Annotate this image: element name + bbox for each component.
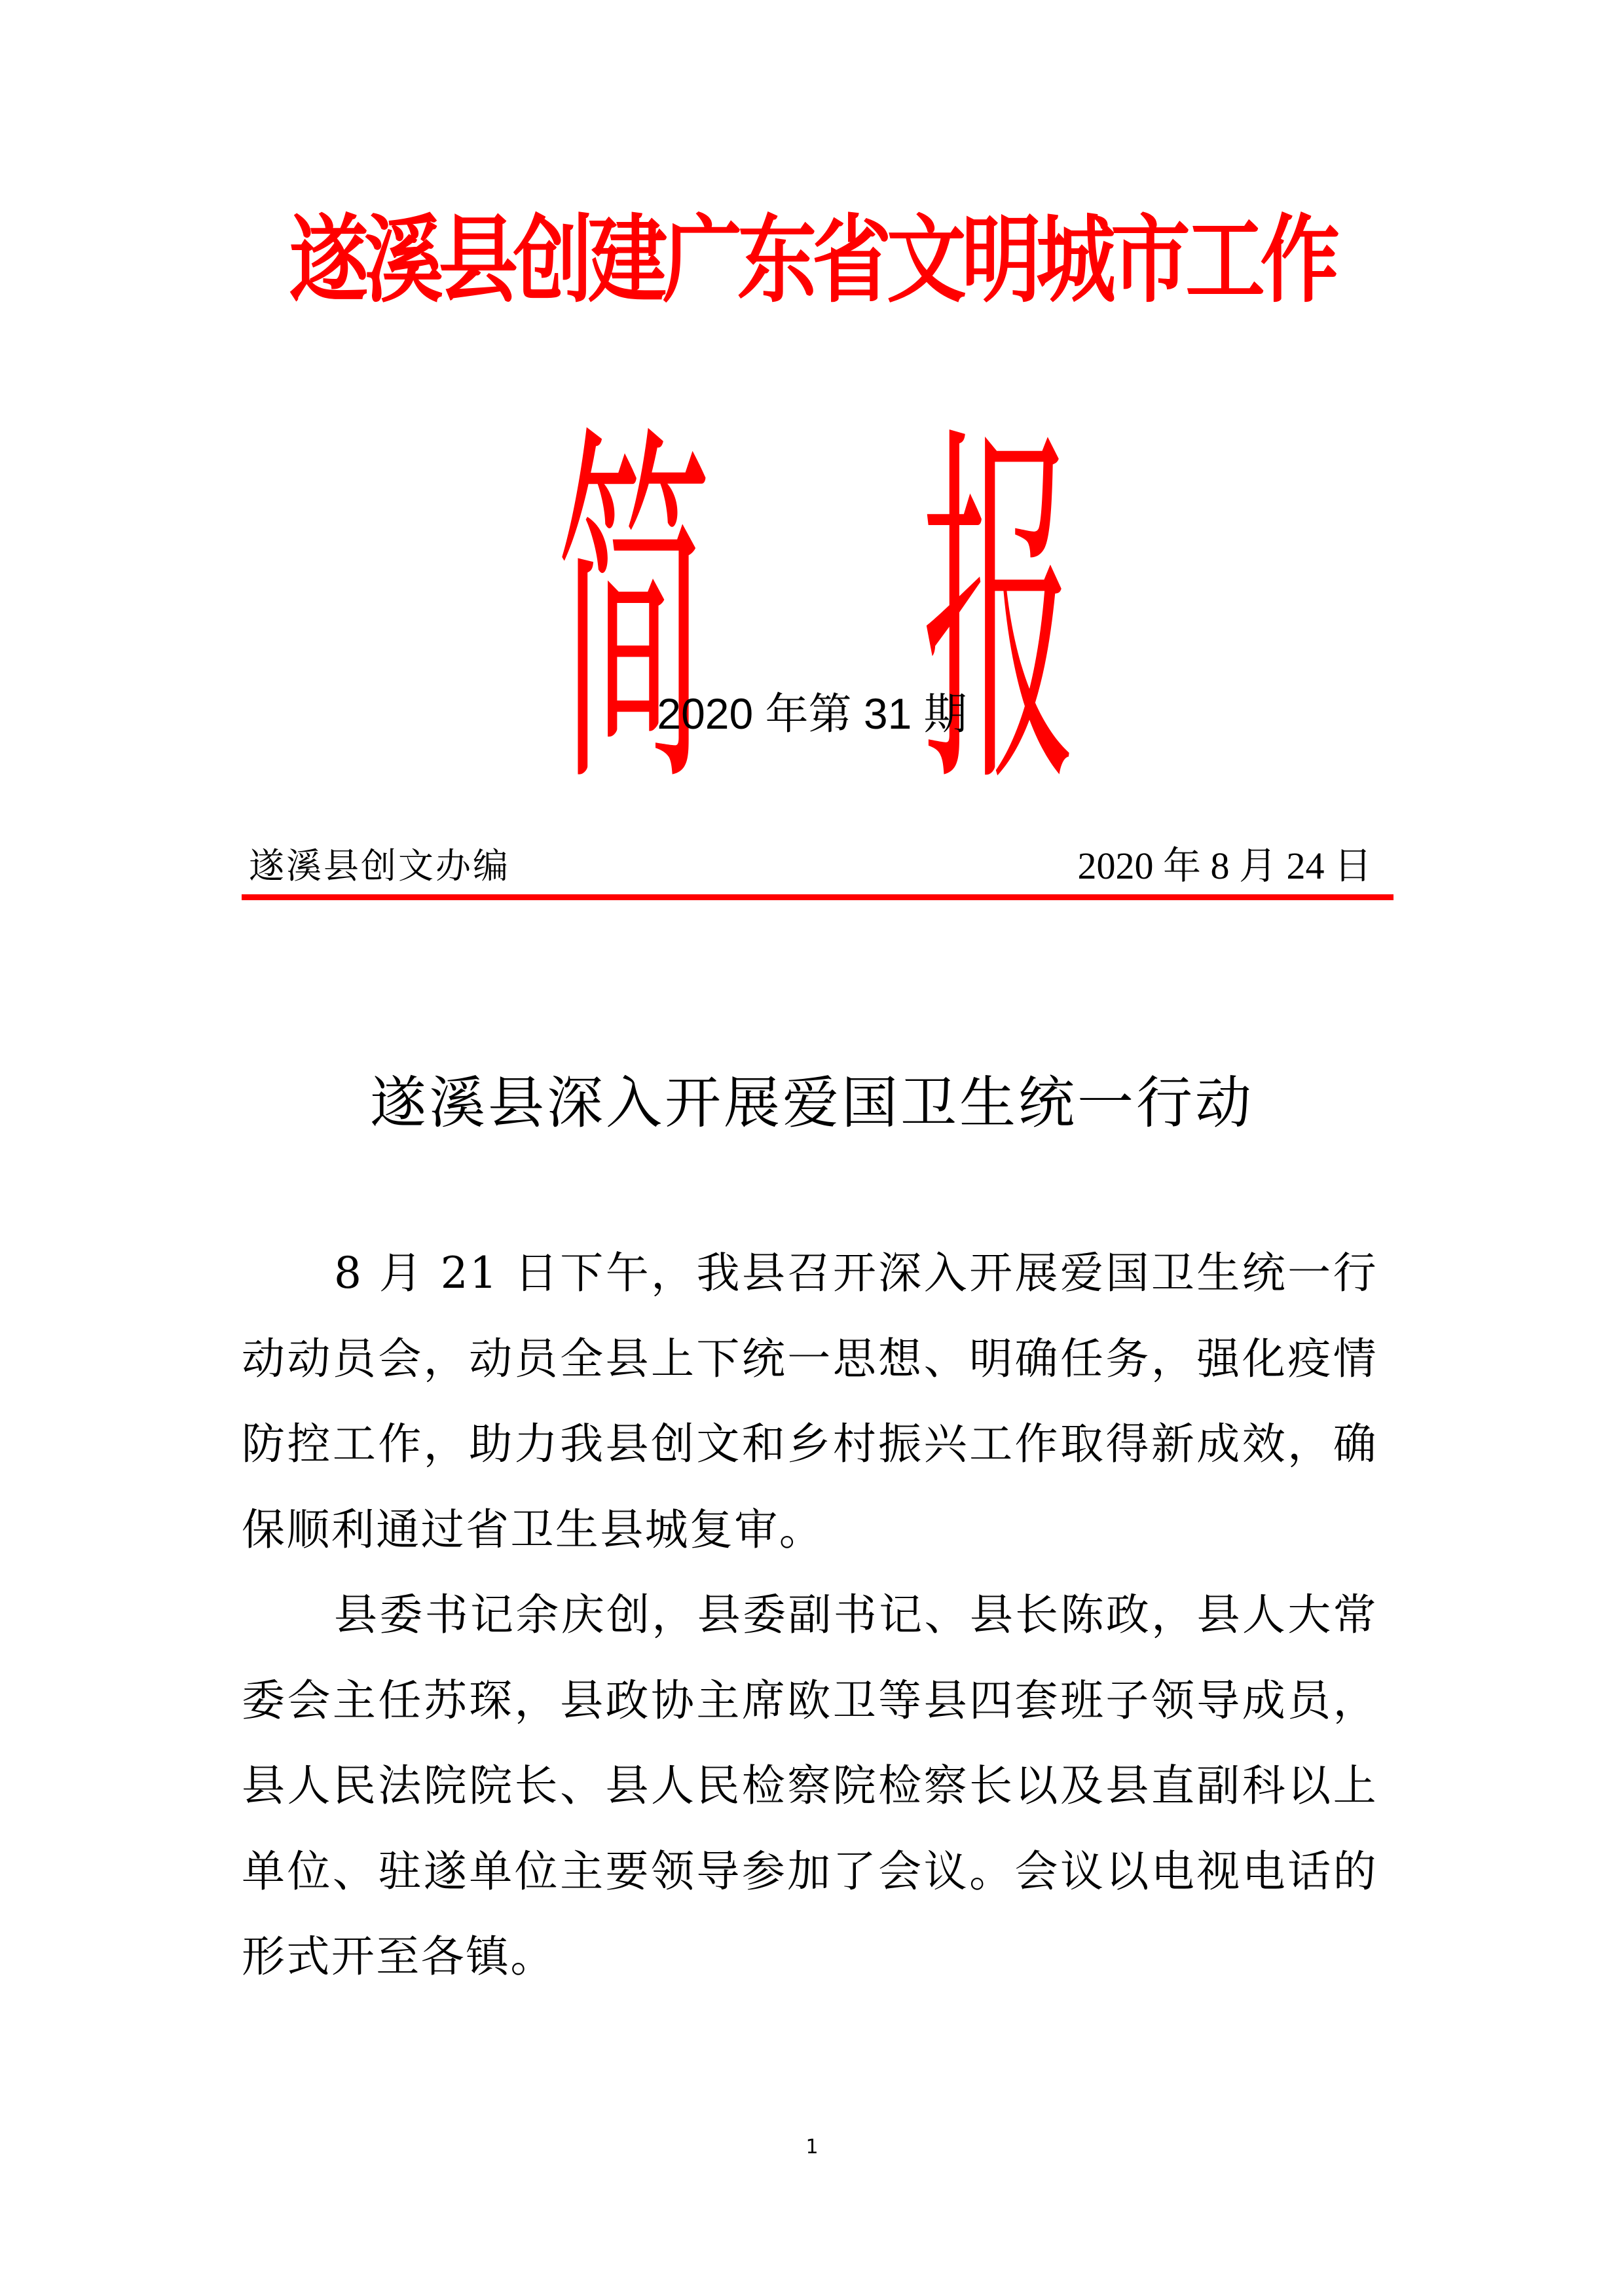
red-divider-rule [242, 894, 1393, 900]
masthead-brief-text-2: 报 [921, 395, 1077, 834]
issue-number: 2020 年第 31 期 [657, 689, 967, 738]
masthead-title [0, 205, 1624, 316]
article-paragraph-2: 县委书记余庆创，县委副书记、县长陈政，县人大常委会主任苏琛，县政协主席欧卫等县四套班子领导成员，县人民法院院长、县人民检察院检察长以及县直副科以上单位、驻遂单位主要领导参加了会议。会议以电视电话的形式开至各镇。 [242, 1590, 1378, 1982]
article-paragraph-1: 8 月 21 日下午，我县召开深入开展爱国卫生统一行动动员会，动员全县上下统一思想、明确任务，强化疫情防控工作，助力我县创文和乡村振兴工作取得新成效，确保顺利通过省卫生县城复审。 [242, 1248, 1378, 1555]
masthead-brief-char-1 [549, 395, 719, 834]
masthead-title-text: 遂溪县创建广东省文明城市工作 [289, 205, 1335, 316]
editor-byline: 遂溪县创文办编 [249, 845, 510, 886]
masthead-brief-char-2 [914, 395, 1084, 834]
issue-date: 2020 年 8 月 24 日 [1077, 845, 1372, 887]
article-title: 遂溪县深入开展爱国卫生统一行动 [370, 1070, 1254, 1136]
article-body [242, 1231, 1378, 2000]
page-number: 1 [805, 2136, 819, 2159]
masthead-brief-text-1: 简 [556, 395, 712, 834]
